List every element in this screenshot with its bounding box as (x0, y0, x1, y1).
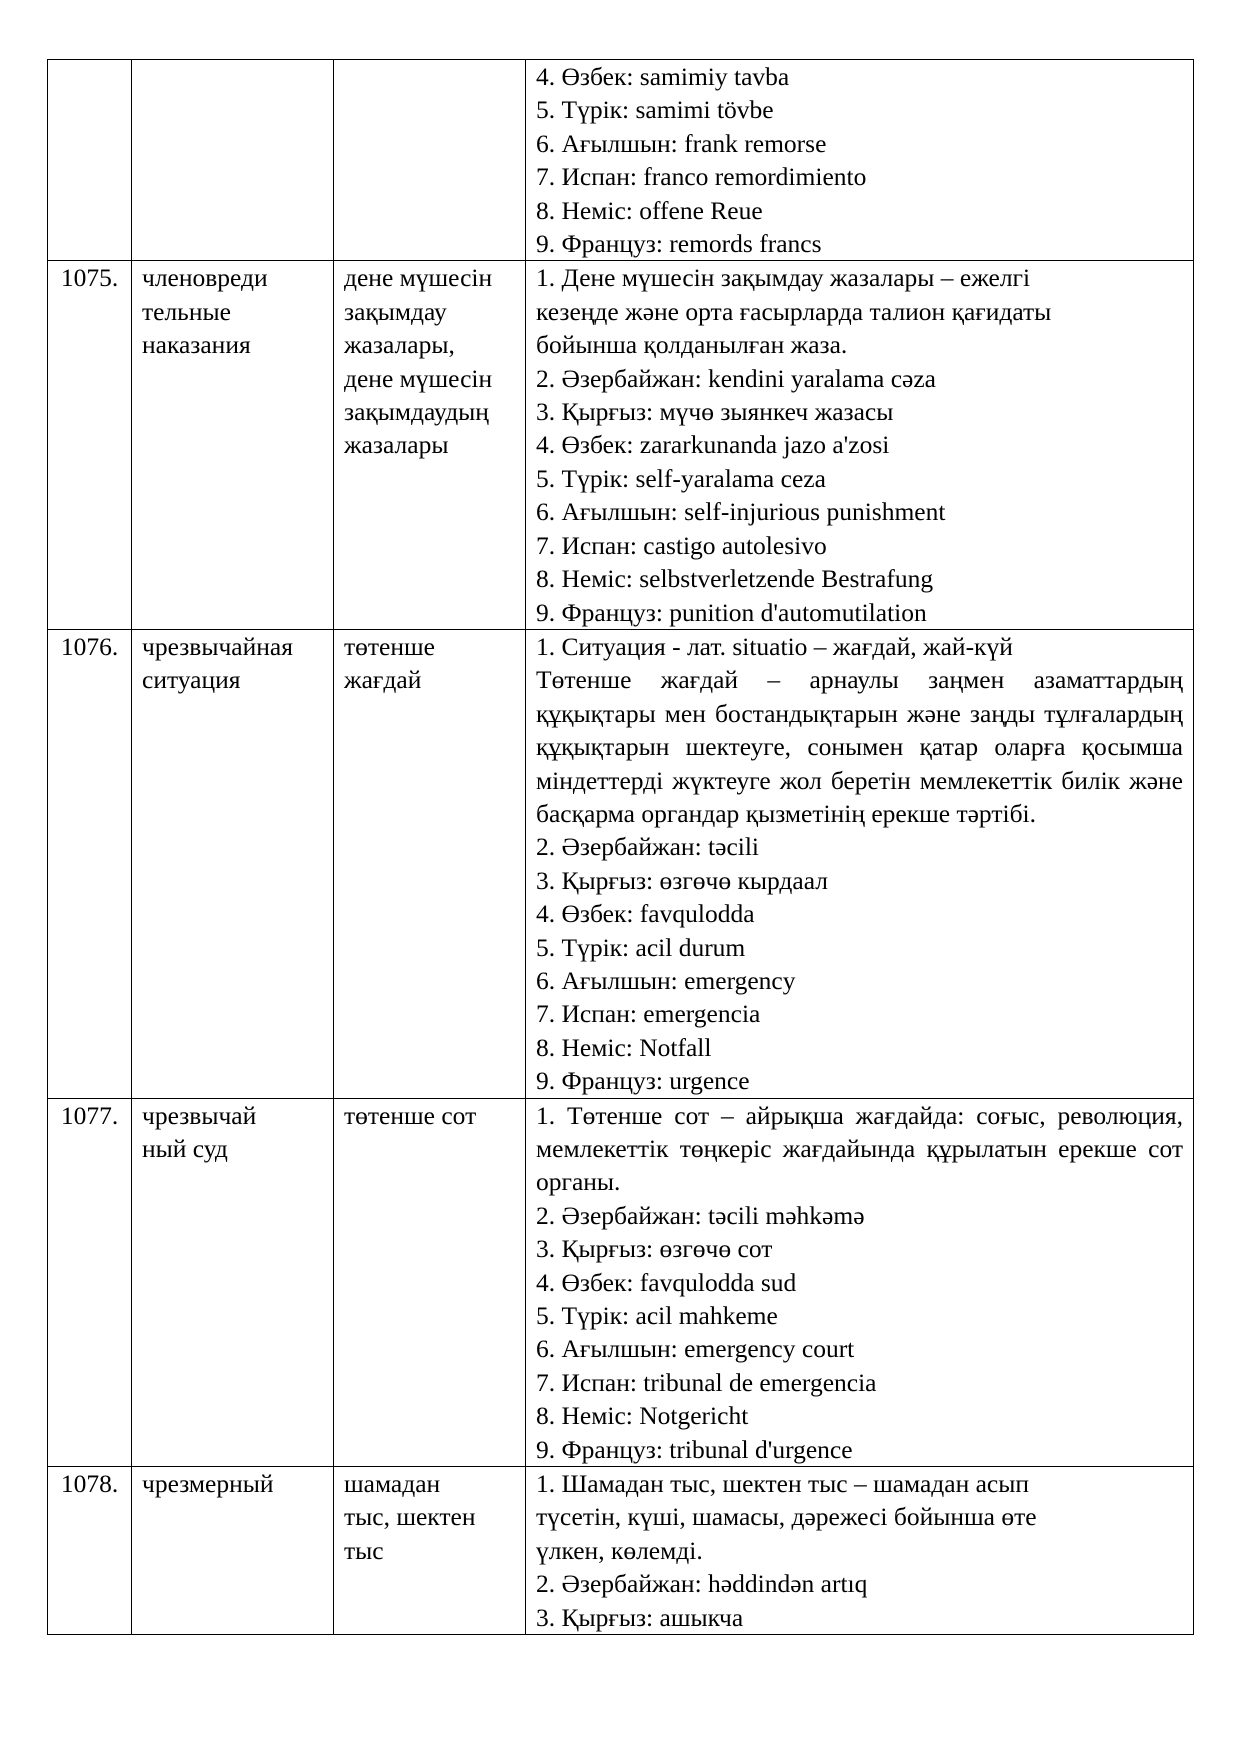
definition-line: құқықтары мен бостандықтарын және заңды (536, 698, 1036, 728)
translation-line: 6. Ағылшын: self-injurious punishment (536, 497, 946, 527)
russian-term-line: чрезвычайная (142, 631, 293, 661)
entry-number: 1078. (48, 1467, 132, 1635)
translation-line: 4. Өзбек: favqulodda (536, 899, 755, 929)
definition-line: түсетін, күші, шамасы, дәрежесі бойынша өте (536, 1502, 1037, 1532)
glossary-table (47, 59, 1194, 1635)
translation-line: 2. Әзербайжан: kendini yaralama cəza (536, 363, 936, 393)
table-row-1077 (48, 1098, 1194, 1466)
translation-line: 8. Неміс: Notfall (536, 1032, 712, 1062)
kazakh-term-line: төтенше сот (344, 1100, 477, 1130)
definition-line: мемлекеттік билік және басқарма органдар (536, 765, 1183, 828)
table-row-1075 (48, 261, 1194, 629)
translation-line: 4. Өзбек: favqulodda sud (536, 1267, 797, 1297)
translation-line: 7. Испан: castigo autolesivo (536, 530, 827, 560)
translation-line: 5. Түрік: acil mahkeme (536, 1301, 778, 1331)
definition-cell (526, 1467, 1194, 1635)
russian-term-line: наказания (142, 330, 251, 360)
definition-line: революция, мемлекеттік төңкеріс жағдайында (536, 1100, 1183, 1163)
kazakh-term-cell (334, 1467, 526, 1635)
kazakh-term-line: дене мүшесін (344, 263, 493, 293)
translation-line: 3. Қырғыз: мүчө зыянкеч жазасы (536, 397, 894, 427)
russian-term-line: членовреди (142, 263, 268, 293)
kazakh-term-line: тыс (344, 1535, 384, 1565)
translation-line: 8. Неміс: selbstverletzende Bestrafung (536, 564, 934, 594)
translation-line: 2. Әзербайжан: təcili (536, 832, 760, 862)
translation-line: 9. Француз: urgence (536, 1066, 750, 1096)
russian-term-cell (132, 1467, 334, 1635)
definition-paragraph (536, 1099, 1183, 1199)
kazakh-term-line: зақымдау (344, 296, 447, 326)
table-row-continued (48, 60, 1194, 261)
definition-line: 1. Ситуация - лат. situatio – жағдай, жай-күй (536, 631, 1013, 661)
definition-line: қызметінің ерекше тәртібі. (745, 798, 1036, 828)
definition-line: 1. Дене мүшесін зақымдау жазалары – ежелгі (536, 263, 1031, 293)
translation-line: 3. Қырғыз: өзгөчө сот (536, 1234, 773, 1264)
russian-term-line: чрезвычай (142, 1100, 257, 1130)
entry-number: 1077. (48, 1098, 132, 1466)
definition-cell (526, 60, 1194, 261)
definition-line: үлкен, көлемді. (536, 1535, 703, 1565)
translation-line: 5. Түрік: acil durum (536, 932, 746, 962)
definition-paragraph (536, 663, 1183, 830)
kazakh-term-cell (334, 629, 526, 1098)
kazakh-term-line: шамадан (344, 1469, 441, 1499)
translation-line: 6. Ағылшын: emergency court (536, 1334, 855, 1364)
translation-line: 6. Ағылшын: frank remorse (536, 128, 827, 158)
translation-line: 2. Әзербайжан: həddindən artıq (536, 1569, 868, 1599)
russian-term-line: чрезмерный (142, 1469, 274, 1499)
table-row-1076 (48, 629, 1194, 1098)
kazakh-term-line: жазалары (344, 430, 449, 460)
russian-term-cell (132, 60, 334, 261)
kazakh-term-line: жазалары, (344, 330, 455, 360)
russian-term-cell (132, 261, 334, 629)
russian-term-cell (132, 1098, 334, 1466)
translation-line: 3. Қырғыз: өзгөчө кырдаал (536, 865, 828, 895)
definition-cell (526, 261, 1194, 629)
kazakh-term-cell (334, 1098, 526, 1466)
russian-term-line: ный суд (142, 1134, 228, 1163)
russian-term-line: ситуация (142, 665, 241, 695)
definition-line: құрылатын ерекше сот органы. (536, 1134, 1184, 1197)
translation-line: 5. Түрік: self-yaralama ceza (536, 463, 826, 493)
translation-line: 4. Өзбек: zararkunanda jazo a'zosi (536, 430, 890, 460)
translation-line: 6. Ағылшын: emergency (536, 965, 796, 995)
translation-line: 7. Испан: franco remordimiento (536, 162, 867, 192)
definition-line: 1. Шамадан тыс, шектен тыс – шамадан асып (536, 1469, 1030, 1499)
translation-line: 9. Француз: remords francs (536, 229, 822, 259)
definition-line: оларға қосымша міндеттерді жүктеуге жол беретін (536, 732, 1183, 795)
entry-number: 1075. (48, 261, 132, 629)
translation-line: 3. Қырғыз: ашыкча (536, 1602, 744, 1632)
translation-line: 9. Француз: punition d'automutilation (536, 597, 927, 627)
translation-line: 9. Француз: tribunal d'urgence (536, 1434, 853, 1464)
entry-number-cell (48, 60, 132, 261)
kazakh-term-cell (334, 261, 526, 629)
russian-term-cell (132, 629, 334, 1098)
definition-cell (526, 629, 1194, 1098)
definition-line: Төтенше жағдай – арнаулы заңмен азаматтардың (536, 665, 1183, 695)
definition-line: кезеңде және орта ғасырларда талион қағидаты (536, 296, 1052, 326)
translation-line: 7. Испан: emergencia (536, 999, 761, 1029)
table-row-1078 (48, 1467, 1194, 1635)
kazakh-term-line: жағдай (344, 665, 422, 695)
kazakh-term-line: дене мүшесін (344, 363, 493, 393)
translation-line: 2. Әзербайжан: təcili məhkəmə (536, 1200, 865, 1230)
kazakh-term-line: зақымдаудың (344, 397, 489, 427)
kazakh-term-cell (334, 60, 526, 261)
translation-line: 7. Испан: tribunal de emergencia (536, 1367, 877, 1397)
definition-cell (526, 1098, 1194, 1466)
document-page (47, 59, 1193, 1635)
definition-line: 1. Төтенше сот – айрықша жағдайда: соғыс, (536, 1100, 1046, 1130)
definition-line: бойынша қолданылған жаза. (536, 330, 848, 360)
translation-line: 4. Өзбек: samimiy tavba (536, 62, 790, 91)
definition-line: тұлғалардың құқықтарын шектеуге, сонымен қатар (536, 698, 1184, 762)
russian-term-line: тельные (142, 296, 231, 326)
kazakh-term-line: тыс, шектен (344, 1502, 476, 1532)
translation-line: 8. Неміс: Notgericht (536, 1401, 749, 1431)
entry-number: 1076. (48, 629, 132, 1098)
kazakh-term-line: төтенше (344, 631, 435, 661)
translation-line: 8. Неміс: offene Reue (536, 195, 763, 225)
translation-line: 5. Түрік: samimi tövbe (536, 95, 774, 125)
